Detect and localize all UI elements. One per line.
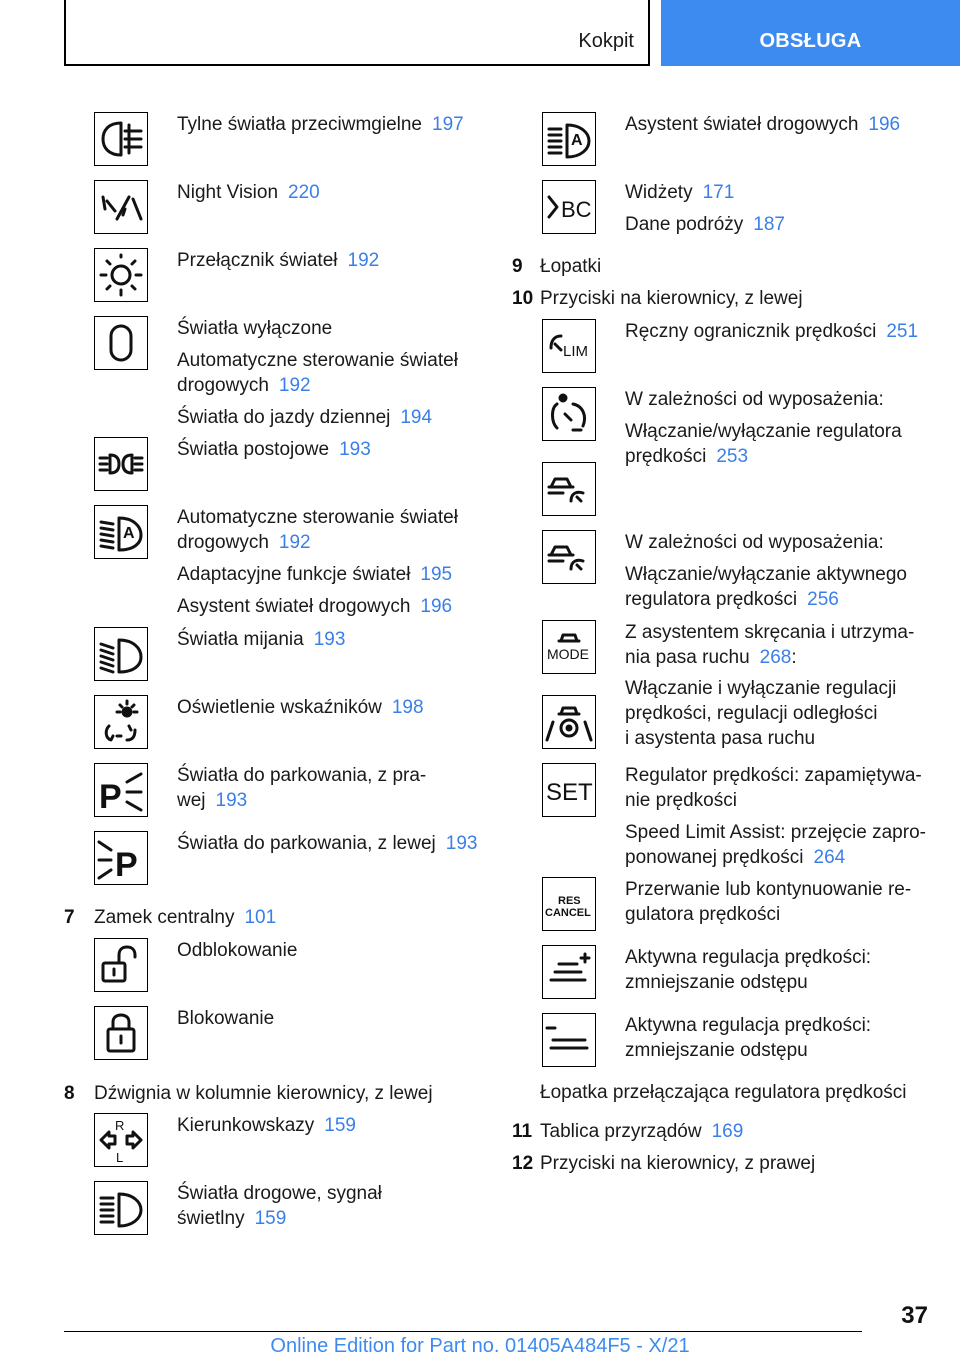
item-number: 8 xyxy=(64,1083,75,1104)
page-reference-link[interactable]: 187 xyxy=(753,214,785,235)
lock-icon xyxy=(94,1006,148,1060)
item-number: 10 xyxy=(512,288,534,309)
svg-text:L: L xyxy=(116,1150,124,1165)
page-reference-link[interactable]: 253 xyxy=(716,446,749,467)
entry-text: Asystent świateł drogowych 196 xyxy=(625,114,901,135)
svg-text:BC: BC xyxy=(561,197,592,222)
active-cruise-control-2-icon xyxy=(542,530,596,584)
entry-text: Światła wyłączone Automatyczne sterowanie świateł drogowych 192 Światła do jazdy dziennej 194 xyxy=(177,318,458,428)
entry-text: Światła mijania 193 xyxy=(177,629,346,650)
entry-text: Ręczny ogranicznik prędkości 251 xyxy=(625,321,919,342)
bc-button-icon xyxy=(542,180,596,234)
high-beam-assistant-icon xyxy=(542,112,596,166)
svg-text:LIM: LIM xyxy=(563,343,589,360)
page-reference-link[interactable]: 101 xyxy=(244,907,277,928)
page-reference-link[interactable]: 196 xyxy=(868,114,901,135)
entry-text: Światła postojowe 193 xyxy=(177,439,371,460)
item-label: Dźwignia w kolumnie kierownicy, z lewej xyxy=(94,1083,433,1104)
item-label: Przyciski na kierownicy, z prawej xyxy=(540,1153,816,1174)
section-title: Kokpit xyxy=(578,30,634,52)
night-vision-icon xyxy=(94,180,148,234)
parking-lights-icon xyxy=(94,437,148,491)
entry-text: Światła drogowe, sygnał świetlny 159 xyxy=(177,1183,382,1229)
page-reference-link[interactable]: 159 xyxy=(324,1115,356,1136)
svg-text:MODE: MODE xyxy=(547,646,589,662)
unlock-icon xyxy=(94,938,148,992)
page-reference-link[interactable]: 193 xyxy=(313,629,346,650)
active-cruise-control-icon xyxy=(542,462,596,516)
header-section-tab xyxy=(64,0,650,66)
page-reference-link[interactable]: 220 xyxy=(288,182,320,203)
page-reference-link[interactable]: 192 xyxy=(347,250,380,271)
svg-text:RES: RES xyxy=(558,895,581,907)
light-switch-icon xyxy=(94,248,148,302)
entry-text: Z asystentem skręcania i utrzyma- nia pasa ruchu 268: xyxy=(625,622,915,668)
item-label: Łopatki xyxy=(540,256,602,277)
entry-text: Aktywna regulacja prędkości: zmniejszanie odstępu xyxy=(625,1015,872,1061)
item-number: 12 xyxy=(512,1153,534,1174)
page-reference-link[interactable]: 159 xyxy=(254,1208,287,1229)
distance-plus-icon xyxy=(542,945,596,999)
entry-text: Kierunkowskazy 159 xyxy=(177,1115,356,1136)
entry-text: Night Vision 220 xyxy=(177,182,320,203)
svg-text:SET: SET xyxy=(546,779,593,806)
page-reference-link[interactable]: 171 xyxy=(702,182,735,203)
page-number: 37 xyxy=(901,1302,928,1329)
page-reference-link[interactable]: 169 xyxy=(711,1121,744,1142)
svg-text:P: P xyxy=(115,846,138,884)
entry-text: Regulator prędkości: zapamiętywa- nie prędkości Speed Limit Assist: przejęcie zapro- ponowanej prędkości 264 xyxy=(625,765,926,868)
page-reference-link[interactable]: 192 xyxy=(278,532,311,553)
entry-text: Przełącznik świateł 192 xyxy=(177,250,380,271)
entry-text: Włączanie i wyłączanie regulacji prędkości, regulacji odległości i asystenta pasa ruchu xyxy=(625,678,897,749)
item-label: Przyciski na kierownicy, z lewej xyxy=(540,288,803,309)
parking-light-right-icon xyxy=(94,763,148,817)
page-reference-link[interactable]: 264 xyxy=(813,847,846,868)
entry-text: W zależności od wyposażenia: Włączanie/wyłączanie aktywnego regulatora prędkości 256 xyxy=(625,532,907,610)
lights-off-icon xyxy=(94,316,148,370)
mode-button-icon xyxy=(542,620,596,674)
item-number: 9 xyxy=(512,256,523,277)
high-beam-icon xyxy=(94,1181,148,1235)
page-reference-link[interactable]: 198 xyxy=(391,697,424,718)
instrument-lighting-icon xyxy=(94,695,148,749)
page-reference-link[interactable]: 256 xyxy=(807,589,839,610)
item-label: Tablica przyrządów 169 xyxy=(540,1121,744,1142)
footer-edition: Online Edition for Part no. 01405A484F5 - X/21 xyxy=(270,1335,690,1357)
page-reference-link[interactable]: 194 xyxy=(400,407,433,428)
paddle-description: Łopatka przełączająca regulatora prędkości xyxy=(540,1082,907,1103)
entry-text: Aktywna regulacja prędkości: zmniejszanie odstępu xyxy=(625,947,872,993)
entry-text: Widżety 171 Dane podróży 187 xyxy=(625,182,785,235)
svg-text:A: A xyxy=(571,132,583,149)
rear-fog-light-icon xyxy=(94,112,148,166)
page-reference-link[interactable]: 193 xyxy=(215,790,248,811)
entry-text: Światła do parkowania, z lewej 193 xyxy=(177,833,478,854)
chapter-title: OBSŁUGA xyxy=(759,30,862,52)
auto-high-beam-icon xyxy=(94,505,148,559)
page-reference-link[interactable]: 196 xyxy=(420,596,453,617)
item-label: Zamek centralny 101 xyxy=(94,907,277,928)
page-reference-link[interactable]: 268 xyxy=(759,647,792,668)
entry-text: Tylne światła przeciwmgielne 197 xyxy=(177,114,464,135)
parking-light-left-icon xyxy=(94,831,148,885)
speed-limiter-icon xyxy=(542,319,596,373)
page-reference-link[interactable]: 251 xyxy=(886,321,919,342)
svg-text:R: R xyxy=(115,1118,125,1133)
entry-text: Odblokowanie xyxy=(177,940,298,961)
footer-divider xyxy=(64,1331,862,1332)
entry-text: Przerwanie lub kontynuowanie re- gulatora prędkości xyxy=(625,879,912,925)
cruise-control-icon xyxy=(542,387,596,441)
distance-minus-icon xyxy=(542,1013,596,1067)
page-reference-link[interactable]: 197 xyxy=(432,114,464,135)
turn-signal-icon xyxy=(94,1113,148,1167)
svg-text:CANCEL: CANCEL xyxy=(545,907,591,919)
entry-text: Oświetlenie wskaźników 198 xyxy=(177,697,424,718)
svg-text:A: A xyxy=(123,525,135,542)
set-button-icon xyxy=(542,763,596,817)
low-beam-icon xyxy=(94,627,148,681)
res-cancel-button-icon xyxy=(542,877,596,931)
entry-text: Automatyczne sterowanie świateł drogowych 192 Adaptacyjne funkcje świateł 195 Asystent świateł drogowych 196 xyxy=(177,507,458,617)
page-reference-link[interactable]: 192 xyxy=(278,375,311,396)
item-number: 7 xyxy=(64,907,75,928)
svg-text:P: P xyxy=(99,778,122,816)
header-chapter-tab xyxy=(661,0,960,66)
page-reference-link[interactable]: 195 xyxy=(420,564,453,585)
entry-text: Światła do parkowania, z pra- wej 193 xyxy=(177,765,427,811)
steering-assistant-icon xyxy=(542,695,596,749)
page-reference-link[interactable]: 193 xyxy=(339,439,371,460)
page-reference-link[interactable]: 193 xyxy=(445,833,478,854)
item-number: 11 xyxy=(512,1121,533,1142)
entry-text: W zależności od wyposażenia: Włączanie/wyłączanie regulatora prędkości 253 xyxy=(625,389,902,467)
entry-text: Blokowanie xyxy=(177,1008,275,1029)
